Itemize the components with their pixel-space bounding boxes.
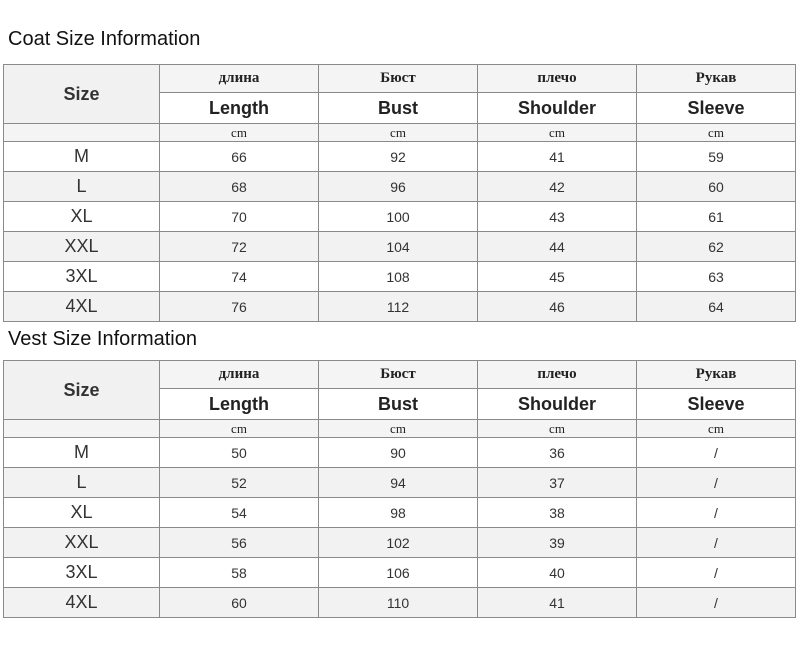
length-cell: 50 (160, 438, 319, 468)
coat-size-table (3, 64, 796, 322)
size-column-header: Size (4, 361, 160, 420)
unit-label: cm (637, 420, 796, 438)
length-header: Length (160, 93, 319, 124)
unit-label: cm (319, 124, 478, 142)
length-cell: 54 (160, 498, 319, 528)
sleeve-cell: / (637, 498, 796, 528)
unit-spacer (4, 124, 160, 142)
shoulder-cell: 40 (478, 558, 637, 588)
length-cell: 52 (160, 468, 319, 498)
shoulder-cell: 43 (478, 202, 637, 232)
bust-cell: 100 (319, 202, 478, 232)
size-cell: XL (4, 202, 160, 232)
shoulder-cell: 41 (478, 588, 637, 618)
length-header-ru: длина (160, 361, 319, 389)
unit-label: cm (160, 420, 319, 438)
sleeve-cell: / (637, 438, 796, 468)
shoulder-header: Shoulder (478, 389, 637, 420)
shoulder-cell: 45 (478, 262, 637, 292)
bust-cell: 92 (319, 142, 478, 172)
sleeve-cell: / (637, 528, 796, 558)
length-cell: 58 (160, 558, 319, 588)
length-cell: 66 (160, 142, 319, 172)
size-cell: M (4, 142, 160, 172)
bust-header: Bust (319, 389, 478, 420)
shoulder-cell: 41 (478, 142, 637, 172)
size-cell: L (4, 468, 160, 498)
table-row (4, 292, 796, 322)
table-row (4, 142, 796, 172)
unit-spacer (4, 420, 160, 438)
vest-size-table (3, 360, 796, 618)
length-header-ru: длина (160, 65, 319, 93)
sleeve-header-ru: Рукав (637, 65, 796, 93)
bust-cell: 90 (319, 438, 478, 468)
size-cell: 3XL (4, 262, 160, 292)
bust-cell: 98 (319, 498, 478, 528)
shoulder-header-ru: плечо (478, 361, 637, 389)
table-row (4, 558, 796, 588)
shoulder-cell: 39 (478, 528, 637, 558)
bust-cell: 110 (319, 588, 478, 618)
length-cell: 74 (160, 262, 319, 292)
bust-header: Bust (319, 93, 478, 124)
sleeve-cell: 64 (637, 292, 796, 322)
bust-cell: 102 (319, 528, 478, 558)
bust-cell: 106 (319, 558, 478, 588)
sleeve-cell: 60 (637, 172, 796, 202)
size-cell: 4XL (4, 588, 160, 618)
table-row (4, 262, 796, 292)
bust-cell: 104 (319, 232, 478, 262)
table-row (4, 438, 796, 468)
length-cell: 76 (160, 292, 319, 322)
length-cell: 72 (160, 232, 319, 262)
table-row (4, 172, 796, 202)
bust-cell: 94 (319, 468, 478, 498)
shoulder-cell: 44 (478, 232, 637, 262)
size-column-header: Size (4, 65, 160, 124)
bust-cell: 112 (319, 292, 478, 322)
unit-label: cm (160, 124, 319, 142)
size-cell: XXL (4, 528, 160, 558)
size-cell: 4XL (4, 292, 160, 322)
bust-cell: 108 (319, 262, 478, 292)
unit-label: cm (319, 420, 478, 438)
bust-header-ru: Бюст (319, 361, 478, 389)
table-row (4, 202, 796, 232)
bust-header-ru: Бюст (319, 65, 478, 93)
shoulder-cell: 38 (478, 498, 637, 528)
size-cell: M (4, 438, 160, 468)
coat-size-title: Coat Size Information (8, 28, 201, 50)
table-row (4, 498, 796, 528)
sleeve-cell: 62 (637, 232, 796, 262)
vest-size-title: Vest Size Information (8, 328, 197, 350)
table-row (4, 232, 796, 262)
sleeve-header-ru: Рукав (637, 361, 796, 389)
length-cell: 56 (160, 528, 319, 558)
length-cell: 60 (160, 588, 319, 618)
shoulder-header: Shoulder (478, 93, 637, 124)
sleeve-cell: 63 (637, 262, 796, 292)
shoulder-cell: 37 (478, 468, 637, 498)
length-header: Length (160, 389, 319, 420)
sleeve-cell: / (637, 588, 796, 618)
sleeve-cell: / (637, 468, 796, 498)
sleeve-cell: 61 (637, 202, 796, 232)
sleeve-header: Sleeve (637, 389, 796, 420)
size-cell: 3XL (4, 558, 160, 588)
unit-label: cm (637, 124, 796, 142)
size-cell: L (4, 172, 160, 202)
table-row (4, 588, 796, 618)
unit-label: cm (478, 124, 637, 142)
size-cell: XXL (4, 232, 160, 262)
shoulder-header-ru: плечо (478, 65, 637, 93)
sleeve-cell: 59 (637, 142, 796, 172)
bust-cell: 96 (319, 172, 478, 202)
sleeve-cell: / (637, 558, 796, 588)
shoulder-cell: 46 (478, 292, 637, 322)
length-cell: 70 (160, 202, 319, 232)
table-row (4, 468, 796, 498)
length-cell: 68 (160, 172, 319, 202)
sleeve-header: Sleeve (637, 93, 796, 124)
shoulder-cell: 36 (478, 438, 637, 468)
table-row (4, 528, 796, 558)
shoulder-cell: 42 (478, 172, 637, 202)
size-cell: XL (4, 498, 160, 528)
unit-label: cm (478, 420, 637, 438)
